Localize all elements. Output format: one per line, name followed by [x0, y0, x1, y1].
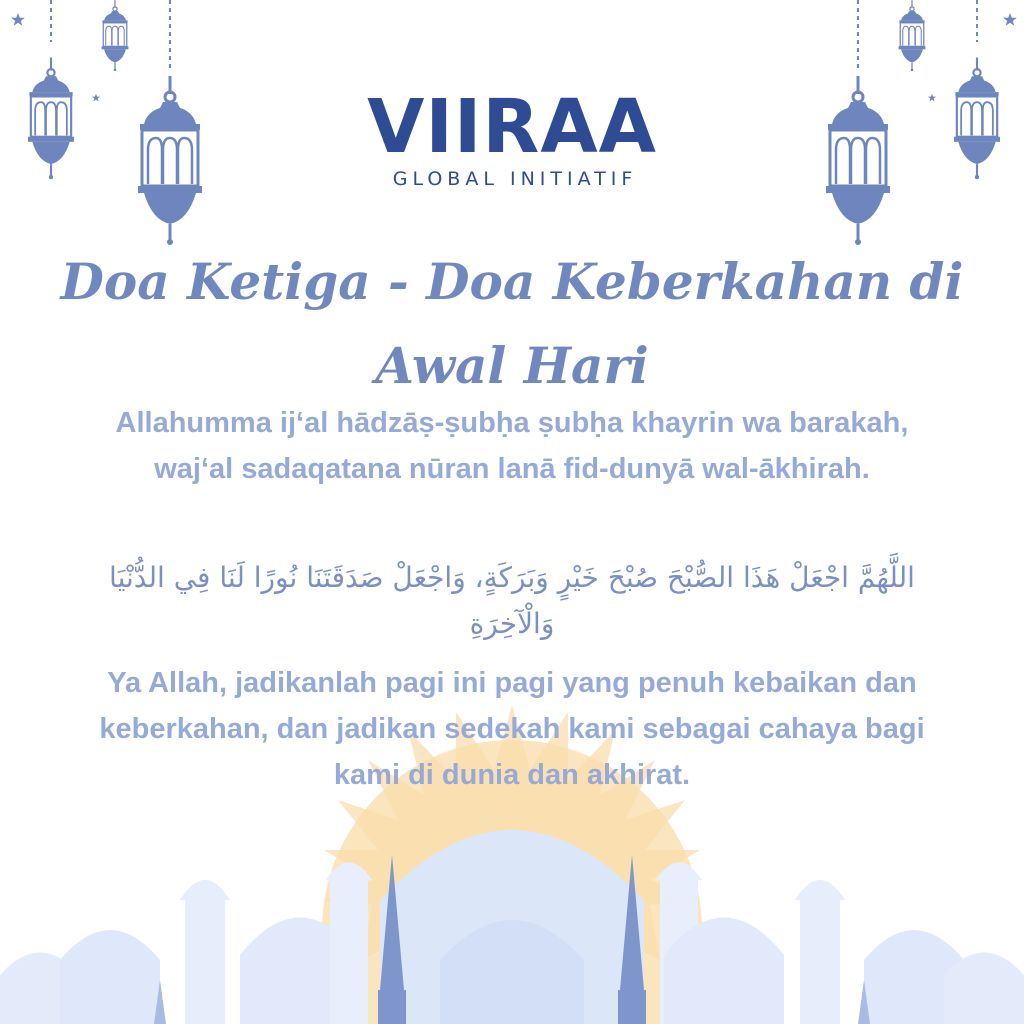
brand-name: VIIRAA — [367, 84, 657, 170]
mosque-silhouette-icon — [0, 830, 1024, 1024]
prayer-title: Doa Ketiga - Doa Keberkahan di Awal Hari — [60, 252, 964, 395]
prayer-arabic-text: اللَّهُمَّ اجْعَلْ هَذَا الصُّبْحَ صُبْحَ خَيْرٍ وَبَرَكَةٍ، وَاجْعَلْ صَدَقَتَنَا نُورًا لَنَا فِي الدُّنْيَا وَالْآخِرَةِ — [109, 561, 915, 640]
brand-logo — [0, 84, 1024, 190]
prayer-translation: Ya Allah, jadikanlah pagi ini pagi yang penuh kebaikan dan keberkahan, dan jadikan sedekah kami sebagai cahaya bagi kami di dunia dan akhirat. — [99, 667, 925, 791]
prayer-transliteration: Allahumma ij‘al hādzāṣ-ṣubḥa ṣubḥa khayrin wa barakah, waj‘al sadaqatana nūran lanā fid-dunyā wal-ākhirah. — [115, 407, 909, 485]
brand-tagline: GLOBAL INITIATIF — [392, 168, 638, 190]
